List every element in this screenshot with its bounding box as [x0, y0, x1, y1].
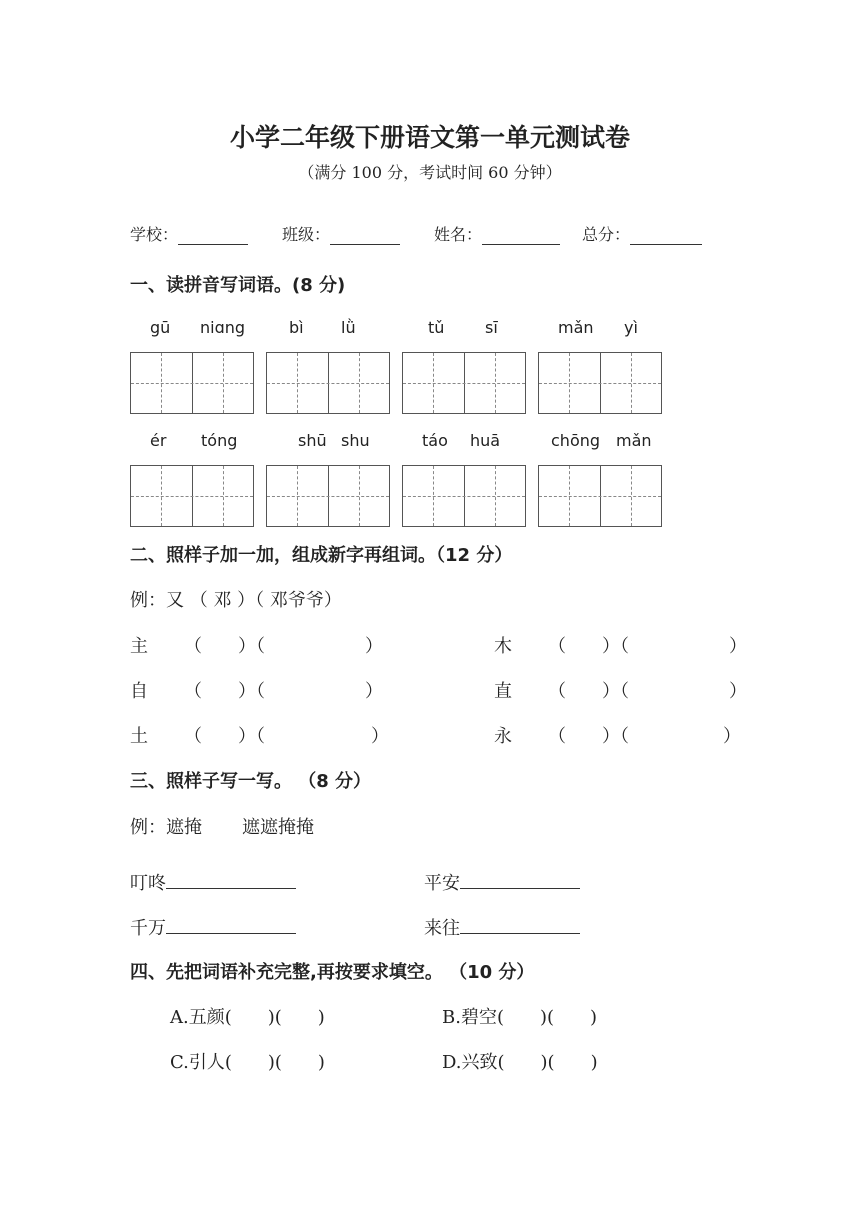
class-blank[interactable] — [330, 226, 400, 245]
pinyin: tǔ — [428, 318, 445, 337]
total-blank[interactable] — [630, 226, 702, 245]
school-field — [130, 222, 248, 245]
writing-grid[interactable] — [130, 352, 254, 414]
pinyin: tóng — [201, 431, 238, 450]
idiom-item[interactable]: A.五颜( )( ) — [170, 1007, 325, 1028]
bracket-close: ） — [723, 726, 741, 747]
name-field — [434, 222, 560, 245]
writing-grid[interactable] — [402, 465, 526, 527]
pinyin: táo — [422, 431, 448, 450]
answer-blank[interactable] — [166, 868, 296, 889]
word: 来往 — [424, 918, 460, 939]
bracket-blank[interactable] — [184, 722, 389, 748]
answer-blank[interactable] — [460, 868, 580, 889]
pinyin: shu — [341, 431, 370, 450]
school-label: 学校： — [130, 225, 179, 244]
word-fill — [424, 913, 580, 940]
pinyin: huā — [470, 431, 501, 450]
bracket-blank[interactable] — [184, 632, 383, 658]
bracket-text: （ ）（ — [184, 681, 265, 702]
name-label: 姓名： — [434, 225, 483, 244]
bracket-close: ） — [729, 681, 747, 702]
char-item: 土 — [130, 726, 148, 747]
total-field — [582, 222, 702, 245]
idiom-item[interactable]: B.碧空( )( ) — [442, 1007, 598, 1028]
pinyin: mǎn — [558, 318, 594, 337]
section-2-example: 例：又 （ 邓 ）（ 邓爷爷） — [130, 590, 342, 611]
pinyin: gū — [150, 318, 171, 337]
class-field — [282, 222, 400, 245]
school-blank[interactable] — [178, 226, 248, 245]
pinyin: bì — [289, 318, 304, 337]
char-item: 直 — [494, 681, 512, 702]
char-item: 主 — [130, 636, 148, 657]
bracket-text: （ ）（ — [548, 636, 629, 657]
total-label: 总分： — [582, 225, 631, 244]
bracket-close: ） — [371, 726, 389, 747]
pinyin: yì — [624, 318, 638, 337]
bracket-close: ） — [365, 636, 383, 657]
word: 千万 — [130, 918, 166, 939]
writing-grid[interactable] — [538, 465, 662, 527]
name-blank[interactable] — [482, 226, 560, 245]
char-item: 木 — [494, 636, 512, 657]
section-1-heading: 一、读拼音写词语。(8 分) — [130, 275, 346, 296]
idiom-item[interactable]: C.引人( )( ) — [170, 1052, 325, 1073]
bracket-blank[interactable] — [184, 677, 383, 703]
pinyin: chōng — [551, 431, 601, 450]
class-label: 班级： — [282, 225, 331, 244]
section-2-heading: 二、照样子加一加，组成新字再组词。（12 分） — [130, 545, 513, 566]
bracket-close: ） — [729, 636, 747, 657]
pinyin: shū — [298, 431, 327, 450]
writing-grid[interactable] — [538, 352, 662, 414]
pinyin: sī — [485, 318, 498, 337]
writing-grid[interactable] — [266, 352, 390, 414]
writing-grid[interactable] — [130, 465, 254, 527]
pinyin: niɑng — [200, 318, 246, 337]
bracket-close: ） — [365, 681, 383, 702]
pinyin: lǜ — [341, 318, 356, 337]
word-fill — [130, 868, 296, 895]
section-3-example-label: 例：遮掩 — [130, 817, 202, 838]
bracket-blank[interactable] — [548, 632, 747, 658]
section-3-example-answer: 遮遮掩掩 — [242, 817, 314, 838]
pinyin: ér — [150, 431, 167, 450]
pinyin: mǎn — [616, 431, 652, 450]
word: 叮咚 — [130, 873, 166, 894]
writing-grid[interactable] — [266, 465, 390, 527]
bracket-blank[interactable] — [548, 722, 741, 748]
word: 平安 — [424, 873, 460, 894]
char-item: 永 — [494, 726, 512, 747]
char-item: 自 — [130, 681, 148, 702]
answer-blank[interactable] — [460, 913, 580, 934]
word-fill — [424, 868, 580, 895]
section-4-heading: 四、先把词语补充完整,再按要求填空。 （10 分） — [130, 962, 535, 983]
bracket-text: （ ）（ — [184, 726, 265, 747]
bracket-text: （ ）（ — [548, 726, 629, 747]
bracket-blank[interactable] — [548, 677, 747, 703]
page-title: 小学二年级下册语文第一单元测试卷 — [229, 123, 630, 152]
idiom-item[interactable]: D.兴致( )( ) — [442, 1052, 598, 1073]
bracket-text: （ ）（ — [548, 681, 629, 702]
writing-grid[interactable] — [402, 352, 526, 414]
word-fill — [130, 913, 296, 940]
answer-blank[interactable] — [166, 913, 296, 934]
page-subtitle: （满分 100 分，考试时间 60 分钟） — [298, 163, 562, 182]
section-3-heading: 三、照样子写一写。 （8 分） — [130, 771, 372, 792]
bracket-text: （ ）（ — [184, 636, 265, 657]
